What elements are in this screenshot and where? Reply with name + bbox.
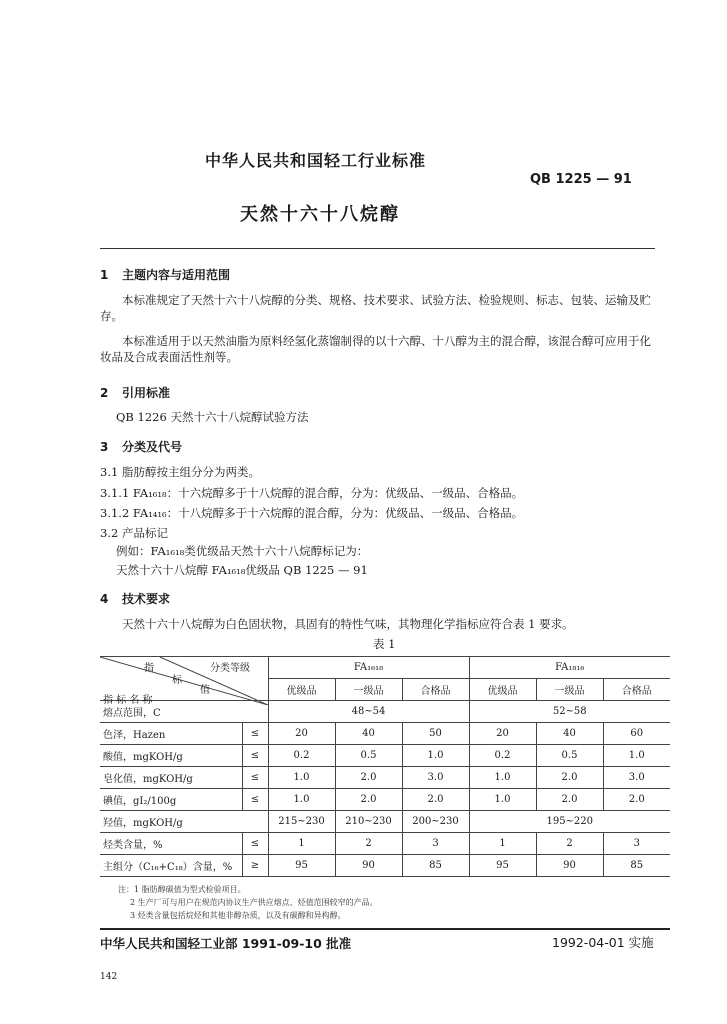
row-name: 烃类含量，%: [100, 833, 242, 855]
cell-value: 1.0: [469, 767, 536, 789]
group-header-fa1618: FA₁₆₁₈: [268, 657, 469, 679]
row-name: 色泽，Hazen: [100, 723, 242, 745]
table-row: [100, 833, 670, 855]
footer-divider: [100, 928, 670, 930]
cell-value: 95: [469, 855, 536, 877]
cell-value: 195~220: [469, 811, 670, 833]
clause-3-1-2: 3.1.2 FA₁₄₁₆：十八烷醇多于十六烷醇的混合醇，分为：优级品、一级品、合格品。: [100, 506, 524, 520]
implementation-date: 1992-04-01 实施: [552, 935, 654, 950]
table-note-3: 3 烃类含量包括烷烃和其他非醇杂质，以及有碳醇和异构醇。: [130, 911, 346, 920]
cell-value: 2: [536, 833, 603, 855]
page-number: 142: [100, 972, 118, 982]
cell-value: 2.0: [335, 767, 402, 789]
cell-value: 40: [335, 723, 402, 745]
row-name: 熔点范围，C: [100, 701, 268, 723]
specification-table: [100, 656, 670, 877]
table-note-1: 注：1 脂肪醇碳值为型式检验项目。: [118, 885, 246, 894]
row-name: 碘值，gI₂/100g: [100, 789, 242, 811]
document-title: 天然十六十八烷醇: [240, 204, 400, 225]
table-row: [100, 723, 670, 745]
row-relation: ≤: [242, 789, 268, 811]
corner-label-grade: 分类等级: [210, 663, 250, 674]
corner-label-char-2: 标: [172, 675, 182, 686]
reference-standard: QB 1226 天然十六十八烷醇试验方法: [116, 410, 309, 424]
standard-code: QB 1225 — 91: [530, 172, 632, 187]
approval-statement: 中华人民共和国轻工业部 1991-09-10 批准: [100, 936, 352, 951]
cell-value: 3.0: [603, 767, 670, 789]
cell-value: 2.0: [536, 789, 603, 811]
table-row: [100, 789, 670, 811]
cell-value: 2.0: [402, 789, 469, 811]
section-1-paragraph-2: 本标准适用于以天然油脂为原料经氢化蒸馏制得的以十六醇、十八醇为主的混合醇，该混合醇可应用于化妆品及合成表面活性剂等。: [100, 334, 651, 364]
section-2-heading: 2 引用标准: [100, 386, 171, 400]
corner-label-char-1: 指: [144, 663, 154, 674]
cell-value: 1: [268, 833, 335, 855]
grade-header: 合格品: [603, 679, 670, 701]
section-1-paragraph-1: 本标准规定了天然十六十八烷醇的分类、规格、技术要求、试验方法、检验规则、标志、包装、运输及贮存。: [100, 293, 651, 323]
row-relation: ≥: [242, 855, 268, 877]
cell-value: 48~54: [268, 701, 469, 723]
cell-value: 85: [402, 855, 469, 877]
row-name: 皂化值，mgKOH/g: [100, 767, 242, 789]
table-row: [100, 811, 670, 833]
cell-value: 2: [335, 833, 402, 855]
row-name: 酸值，mgKOH/g: [100, 745, 242, 767]
table-caption: 表 1: [373, 637, 396, 651]
row-relation: ≤: [242, 745, 268, 767]
cell-value: 3: [402, 833, 469, 855]
grade-header: 优级品: [268, 679, 335, 701]
row-relation: ≤: [242, 767, 268, 789]
cell-value: 1: [469, 833, 536, 855]
table-note-2: 2 生产厂可与用户在规范内协议生产供应熔点、烃值范围较窄的产品。: [130, 898, 378, 907]
cell-value: 52~58: [469, 701, 670, 723]
corner-label-item: 指 标 名 称: [103, 695, 153, 706]
cell-value: 1.0: [469, 789, 536, 811]
cell-value: 90: [335, 855, 402, 877]
grade-header: 优级品: [469, 679, 536, 701]
cell-value: 1.0: [603, 745, 670, 767]
marking-example-intro: 例如：FA₁₆₁₈类优级品天然十六十八烷醇标记为：: [116, 544, 369, 558]
cell-value: 2.0: [603, 789, 670, 811]
section-4-heading: 4 技术要求: [100, 592, 171, 606]
table-row: [100, 745, 670, 767]
row-name: 羟值，mgKOH/g: [100, 811, 268, 833]
clause-3-1: 3.1 脂肪醇按主组分分为两类。: [100, 465, 260, 479]
table-row: [100, 855, 670, 877]
cell-value: 0.5: [536, 745, 603, 767]
cell-value: 20: [469, 723, 536, 745]
cell-value: 1.0: [268, 789, 335, 811]
row-relation: ≤: [242, 833, 268, 855]
cell-value: 3.0: [402, 767, 469, 789]
cell-value: 40: [536, 723, 603, 745]
table-corner-header: [100, 657, 268, 706]
clause-3-2: 3.2 产品标记: [100, 526, 168, 540]
cell-value: 1.0: [268, 767, 335, 789]
cell-value: 0.2: [268, 745, 335, 767]
cell-value: 90: [536, 855, 603, 877]
grade-header: 一级品: [536, 679, 603, 701]
row-name: 主组分（C₁₆+C₁₈）含量，%: [100, 855, 242, 877]
group-header-fa1816: FA₁₈₁₆: [469, 657, 670, 679]
section-3-heading: 3 分类及代号: [100, 440, 183, 454]
issuing-authority: 中华人民共和国轻工行业标准: [205, 151, 427, 170]
header-divider: [100, 248, 655, 249]
cell-value: 60: [603, 723, 670, 745]
cell-value: 215~230: [268, 811, 335, 833]
cell-value: 0.5: [335, 745, 402, 767]
cell-value: 95: [268, 855, 335, 877]
cell-value: 210~230: [335, 811, 402, 833]
cell-value: 50: [402, 723, 469, 745]
cell-value: 20: [268, 723, 335, 745]
corner-label-char-3: 值: [200, 685, 210, 696]
section-1-heading: 1 主题内容与适用范围: [100, 268, 231, 282]
clause-3-1-1: 3.1.1 FA₁₆₁₈：十六烷醇多于十八烷醇的混合醇，分为：优级品、一级品、合格品。: [100, 486, 524, 500]
cell-value: 0.2: [469, 745, 536, 767]
grade-header: 一级品: [335, 679, 402, 701]
cell-value: 3: [603, 833, 670, 855]
marking-example: 天然十六十八烷醇 FA₁₆₁₈优级品 QB 1225 — 91: [116, 563, 368, 577]
section-4-paragraph: 天然十六十八烷醇为白色固状物，具固有的特性气味，其物理化学指标应符合表 1 要求。: [122, 617, 574, 631]
cell-value: 85: [603, 855, 670, 877]
cell-value: 2.0: [536, 767, 603, 789]
row-relation: ≤: [242, 723, 268, 745]
cell-value: 1.0: [402, 745, 469, 767]
cell-value: 2.0: [335, 789, 402, 811]
table-row: [100, 767, 670, 789]
grade-header: 合格品: [402, 679, 469, 701]
cell-value: 200~230: [402, 811, 469, 833]
